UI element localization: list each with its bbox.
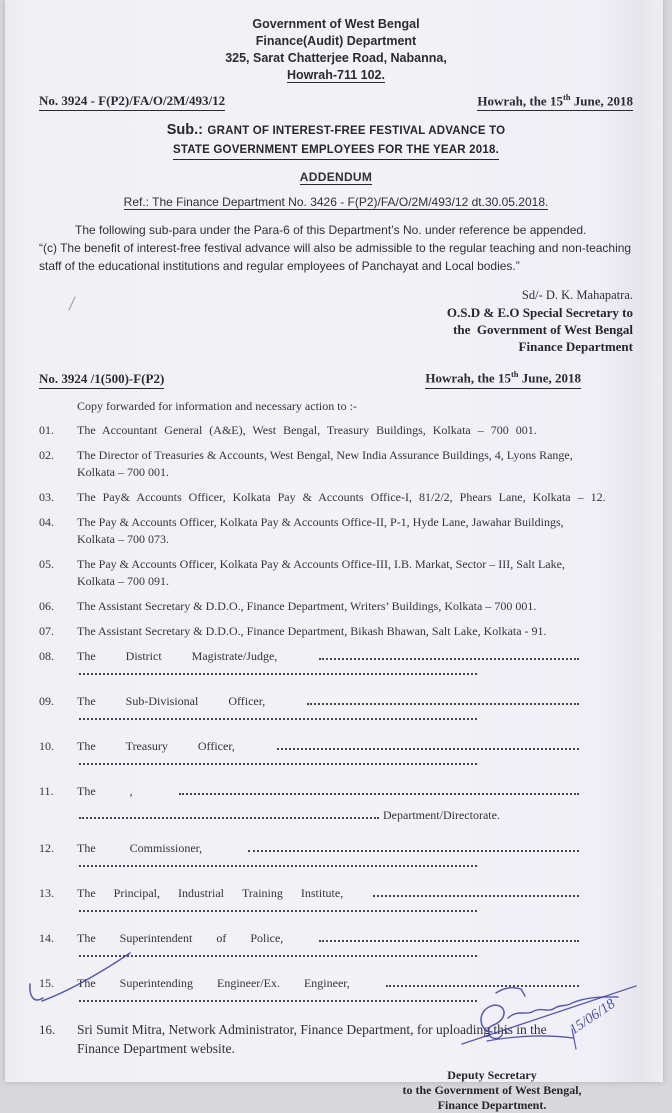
list-item-body <box>77 489 633 506</box>
list-item-word: Superintendent <box>119 930 193 945</box>
reference-text: Ref.: The Finance Department No. 3426 - F(P2)/FA/O/2M/493/12 dt.30.05.2018. <box>123 195 549 210</box>
list-item-text <box>77 648 633 665</box>
list-item-number: 07. <box>39 623 54 638</box>
list-item-body <box>77 885 633 912</box>
list-item-body <box>77 447 633 481</box>
dotted-leader <box>248 850 579 852</box>
handwritten-date: 15/06/18 <box>566 995 619 1039</box>
paper-sheet <box>5 0 663 1112</box>
subject-label: Sub.: <box>166 122 203 139</box>
list-item <box>39 840 633 867</box>
memo-date-2 <box>425 369 581 388</box>
list-item-word: The <box>77 930 96 945</box>
list-item <box>39 623 633 640</box>
dotted-leader <box>277 748 579 750</box>
signatory-block-1 <box>39 287 633 355</box>
memo-date-1-ordinal: th <box>562 92 571 102</box>
list-item-word: The <box>77 693 96 708</box>
list-item <box>39 930 633 957</box>
dotted-leader <box>373 895 579 897</box>
list-item-word: Institute, <box>300 885 344 900</box>
list-item-number: 03. <box>39 489 54 504</box>
signatory2-title-2: to the Government of West Bengal, <box>402 1082 582 1097</box>
list-item <box>39 489 633 506</box>
list-item-body <box>77 930 633 957</box>
list-item <box>39 738 633 765</box>
list-item-number: 09. <box>39 693 54 708</box>
dotted-line <box>79 817 379 819</box>
list-item <box>39 783 633 822</box>
memo-number-2: No. 3924 /1(500)-F(P2) <box>39 371 164 389</box>
list-item-text: Department/Directorate. <box>383 807 500 822</box>
list-item <box>39 514 633 548</box>
addendum-heading <box>39 168 633 186</box>
list-item-word: Magistrate/Judge, <box>191 648 278 663</box>
list-item-text <box>77 930 633 947</box>
dotted-leader <box>386 985 579 987</box>
subject-text-2: STATE GOVERNMENT EMPLOYEES FOR THE YEAR 2018. <box>173 142 499 160</box>
memo-ref-row-2 <box>39 369 633 388</box>
list-item-word: District <box>125 648 162 663</box>
letterhead-pin: Howrah-711 102. <box>287 68 385 82</box>
copy-forwarded-note: Copy forwarded for information and necessary action to :- <box>77 398 357 413</box>
list-item-word: Superintending <box>119 975 193 990</box>
list-item-word: Sub-Divisional <box>125 693 199 708</box>
list-item-text: Sri Sumit Mitra, Network Administrator, Finance Department, for uploading this in the <box>77 1021 547 1037</box>
list-item-dotline <box>77 718 633 720</box>
list-item-number: 16. <box>39 1021 56 1037</box>
sd-line: Sd/- D. K. Mahapatra. <box>521 288 633 303</box>
list-item-word: The <box>77 783 96 798</box>
list-item-word: Industrial <box>177 885 224 900</box>
list-item-body <box>77 1020 633 1058</box>
list-item-word: Treasury <box>125 738 168 753</box>
list-item <box>39 447 633 481</box>
dotted-leader <box>179 793 579 795</box>
list-item-number: 05. <box>39 556 54 571</box>
list-item-dotline <box>77 865 633 867</box>
list-item-word: The <box>77 975 96 990</box>
list-item-dotline <box>77 673 633 675</box>
list-item-word: The <box>77 738 96 753</box>
list-item-number: 04. <box>39 514 54 529</box>
list-item-dotline <box>77 763 633 765</box>
signatory1-title-2: the Government of West Bengal <box>453 322 633 338</box>
list-item-number: 15. <box>39 975 54 990</box>
list-item-word: The <box>77 840 96 855</box>
list-item-body <box>77 840 633 867</box>
body-paragraph-1: The following sub-para under the Para-6 of this Department’s No. under reference be appended. <box>75 223 587 238</box>
list-item-body <box>77 598 633 615</box>
list-item-word: , <box>129 783 133 798</box>
list-item-text: The Pay& Accounts Officer, Kolkata Pay & Accounts Office-I, 81/2/2, Phears Lane, Kolkata – 12. <box>77 489 606 504</box>
list-item-number: 12. <box>39 840 54 855</box>
signatory-block-2 <box>377 1068 607 1113</box>
list-item-word: Training <box>241 885 283 900</box>
list-item-body <box>77 556 633 590</box>
dotted-line <box>79 718 477 720</box>
list-item-word: The <box>77 885 96 900</box>
dotted-leader <box>307 703 579 705</box>
subject-text-1: GRANT OF INTEREST-FREE FESTIVAL ADVANCE TO <box>207 125 506 138</box>
list-item-body <box>77 422 633 439</box>
list-item-word: Officer, <box>197 738 235 753</box>
dotted-leader <box>319 940 579 942</box>
list-item-word: Engineer/Ex. <box>216 975 280 990</box>
addendum-title: ADDENDUM <box>299 170 373 185</box>
list-item-number: 10. <box>39 738 54 753</box>
dotted-line <box>79 1000 477 1002</box>
list-item <box>39 1020 633 1058</box>
memo-number-1: No. 3924 - F(P2)/FA/O/2M/493/12 <box>39 93 225 111</box>
list-item <box>39 556 633 590</box>
subject-line-2 <box>39 140 633 160</box>
list-item <box>39 975 633 1002</box>
list-item-number: 13. <box>39 885 54 900</box>
list-item <box>39 598 633 615</box>
list-item-body <box>77 693 633 720</box>
distribution-list <box>39 422 633 1058</box>
body-paragraph-2: “(c) The benefit of interest-free festival advance will also be admissible to the regular teaching and non-teaching staff of the educational institutions and regular employees of Panchayat and Local bodies.” <box>39 241 632 274</box>
dotted-line <box>79 865 477 867</box>
list-item <box>39 422 633 439</box>
list-item-dotline <box>77 955 633 957</box>
list-item-text <box>77 885 633 902</box>
dotted-line <box>79 763 477 765</box>
list-item-body <box>77 975 633 1002</box>
letterhead-line-3: 325, Sarat Chatterjee Road, Nabanna, <box>225 51 447 65</box>
list-item <box>39 885 633 912</box>
reference-line <box>39 193 633 211</box>
list-item <box>39 648 633 675</box>
memo-date-1-text: Howrah, the 15 <box>477 93 563 109</box>
memo-date-2-ordinal: th <box>510 369 519 380</box>
dotted-line <box>79 673 477 675</box>
list-item-text <box>77 738 633 755</box>
memo-date-2-text: Howrah, the 15 <box>425 370 511 386</box>
memo-date-1 <box>477 92 633 111</box>
list-item-text: The Director of Treasuries & Accounts, West Bengal, New India Assurance Buildings, 4, Lyons Range, <box>77 447 573 462</box>
memo-date-1-rest: June, 2018 <box>570 93 633 109</box>
list-item-text: The Assistant Secretary & D.D.O., Finance Department, Writers’ Buildings, Kolkata – 700 001. <box>77 598 537 613</box>
list-item-text: The Pay & Accounts Officer, Kolkata Pay & Accounts Office-III, I.B. Markat, Sector – III, Salt Lake, <box>77 556 565 571</box>
list-item-body <box>77 783 633 822</box>
memo-ref-row-1 <box>39 92 633 111</box>
subject-line-1 <box>39 121 633 140</box>
letterhead-line-1: Government of West Bengal <box>252 17 420 31</box>
list-item-text: The Accountant General (A&E), West Bengal, Treasury Buildings, Kolkata – 700 001. <box>77 422 537 437</box>
list-item <box>39 693 633 720</box>
list-item-word: The <box>77 648 96 663</box>
list-item-text <box>77 783 633 800</box>
list-item-text: Kolkata – 700 091. <box>77 573 169 588</box>
list-item-body <box>77 623 633 640</box>
list-item-word: Principal, <box>113 885 160 900</box>
subject-block <box>39 121 633 160</box>
list-item-word: Commissioner, <box>129 840 203 855</box>
list-item-body <box>77 738 633 765</box>
list-item-dotline <box>77 808 633 822</box>
list-item-text: The Pay & Accounts Officer, Kolkata Pay & Accounts Office-II, P-1, Hyde Lane, Jawahar Buildings, <box>77 514 564 529</box>
signatory2-title-3: Finance Department. <box>437 1097 547 1112</box>
list-item-number: 08. <box>39 648 54 663</box>
list-item-word: Police, <box>250 930 284 945</box>
list-item-text: Finance Department website. <box>77 1040 235 1056</box>
list-item-text <box>77 693 633 710</box>
list-item-dotline <box>77 1000 633 1002</box>
list-item-text <box>77 840 633 857</box>
list-item-text: Kolkata – 700 073. <box>77 531 169 546</box>
list-item-number: 02. <box>39 447 54 462</box>
list-item-dotline <box>77 910 633 912</box>
list-item-number: 06. <box>39 598 54 613</box>
list-item-body <box>77 514 633 548</box>
signatory2-title-1: Deputy Secretary <box>447 1067 537 1082</box>
list-item-body <box>77 648 633 675</box>
dotted-leader <box>319 658 579 660</box>
dotted-line <box>79 955 477 957</box>
memo-date-2-rest: June, 2018 <box>518 370 581 386</box>
list-item-text: Kolkata – 700 001. <box>77 464 169 479</box>
list-item-word: of <box>216 930 227 945</box>
dotted-line <box>79 910 477 912</box>
letterhead <box>39 16 633 84</box>
letterhead-line-2: Finance(Audit) Department <box>255 34 417 48</box>
list-item-word: Engineer, <box>303 975 350 990</box>
signatory1-title-3: Finance Department <box>518 339 633 355</box>
list-item-text <box>77 975 633 992</box>
list-item-number: 11. <box>39 783 54 798</box>
list-item-text: The Assistant Secretary & D.D.O., Finance Department, Bikash Bhawan, Salt Lake, Kolkata - 91. <box>77 623 547 638</box>
signatory1-title-1: O.S.D & E.O Special Secretary to <box>446 305 633 321</box>
list-item-number: 14. <box>39 930 54 945</box>
list-item-word: Officer, <box>228 693 266 708</box>
letterhead-line-4 <box>39 67 633 84</box>
list-item-number: 01. <box>39 422 54 437</box>
